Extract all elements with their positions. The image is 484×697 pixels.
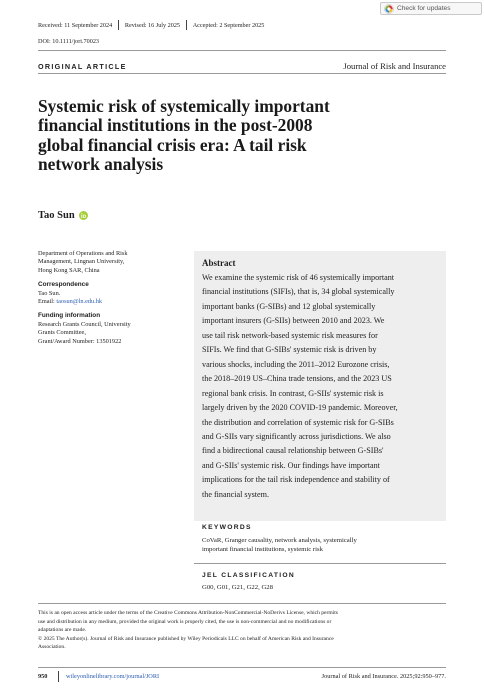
affiliation-line: Management, Lingnan University, [38, 258, 125, 266]
citation: Journal of Risk and Insurance. 2025;92:950–977. [321, 673, 446, 680]
title-line: network analysis [38, 153, 164, 174]
abstract-line: largely driven by the 2020 COVID-19 pandemic. Moreover, [202, 403, 398, 413]
email-link[interactable]: taosun@ln.edu.hk [56, 298, 103, 306]
abstract-line: regional bank crisis. In contrast, G-SIIs' systemic risk is [202, 388, 384, 398]
affiliation-line: Department of Operations and Risk [38, 250, 128, 257]
date-divider [118, 20, 119, 30]
funding-line: Grant/Award Number: 13501922 [38, 337, 122, 345]
orcid-icon[interactable] [79, 211, 88, 220]
accepted-date: Accepted: 2 September 2025 [192, 21, 265, 29]
correspondence [38, 281, 188, 306]
affiliation-line: Hong Kong SAR, China [38, 266, 100, 274]
abstract-line: and G-SIIs vary significantly across jurisdictions. We also [202, 431, 391, 441]
doi[interactable]: DOI: 10.1111/jori.70023 [38, 38, 100, 45]
header-rule [38, 50, 446, 51]
author-info-column [38, 250, 188, 352]
crossmark-icon [384, 4, 394, 14]
abstract-line: the distribution and correlation of systemic risk for G-SIBs [202, 417, 394, 427]
funding-information [38, 312, 188, 346]
abstract-line: the 2018–2019 US–China trade tensions, and the 2023 US [202, 374, 392, 384]
author-name[interactable]: Tao Sun [38, 210, 75, 221]
date-divider [186, 20, 187, 30]
check-for-updates-badge[interactable] [380, 2, 482, 15]
correspondence-name: Tao Sun. [38, 289, 61, 297]
revised-date: Revised: 16 July 2025 [124, 21, 181, 29]
author [38, 210, 88, 221]
funding-line: Grants Committee, [38, 329, 86, 337]
license-rule [38, 603, 446, 604]
abstract-line: use tail risk network-based systemic risk measures for [202, 330, 378, 340]
funding-heading: Funding information [38, 312, 101, 320]
keywords-line: CoVaR, Granger causality, network analysis, systemically [202, 537, 357, 544]
email-label: Email: [38, 298, 57, 306]
title-line: financial institutions in the post-2008 [38, 115, 313, 136]
received-date: Received: 11 September 2024 [38, 21, 113, 29]
license-line: adaptations are made. [38, 627, 87, 634]
footer-divider [58, 671, 59, 682]
article-title [38, 97, 458, 174]
keywords-rule [194, 563, 446, 564]
abstract-line: SIFIs. We find that G-SIBs' systemic risk is driven by [202, 345, 377, 355]
article-type: ORIGINAL ARTICLE [38, 62, 127, 71]
correspondence-email-line [38, 298, 188, 306]
title-line: Systemic risk of systemically important [38, 96, 330, 116]
abstract-text [202, 271, 438, 502]
keywords-line: important financial institutions, systemic risk [202, 546, 323, 554]
correspondence-heading: Correspondence [38, 281, 89, 289]
abstract-line: various shocks, including the 2011–2012 Eurozone crisis, [202, 359, 390, 369]
keywords-text [202, 536, 357, 555]
license-line: This is an open access article under the terms of the Creative Commons Attribution-NonCommercial-NoDerivs License, which permits [38, 610, 338, 616]
affiliation [38, 250, 188, 275]
section-rule [38, 73, 446, 74]
abstract-line: important insurers (G-SIIs) between 2010 and 2023. We [202, 316, 385, 326]
abstract-line: important banks (G-SIBs) and 12 global systemically [202, 301, 376, 311]
journal-name: Journal of Risk and Insurance [343, 61, 446, 71]
jel-heading: JEL CLASSIFICATION [202, 572, 296, 579]
article-dates [38, 20, 264, 30]
abstract-heading: Abstract [202, 258, 236, 268]
abstract-line: We examine the systemic risk of 46 systemically important [202, 273, 395, 282]
license-line: use and distribution in any medium, provided the original work is properly cited, the use is non-commercial and no modifications or [38, 618, 332, 625]
abstract-line: financial institutions (SIFIs), that is, 34 global systemically [202, 287, 395, 297]
license-line: © 2025 The Author(s). Journal of Risk and Insurance published by Wiley Periodicals LLC on behalf of American Risk and Insurance [38, 635, 334, 642]
license-line: Association. [38, 644, 66, 651]
footer-rule [38, 667, 446, 668]
jel-codes: G00, G01, G21, G22, G28 [202, 584, 273, 591]
abstract-line: implications for the tail risk independence and stability of [202, 475, 390, 485]
page-number: 950 [38, 673, 48, 680]
abstract-line: the financial system. [202, 489, 270, 499]
title-line: global financial crisis era: A tail risk [38, 134, 307, 155]
check-for-updates-label: Check for updates [397, 5, 451, 12]
abstract-line: find a bidirectional causal relationship between G-SIBs' [202, 446, 384, 456]
journal-url-link[interactable]: wileyonlinelibrary.com/journal/JORI [66, 673, 160, 680]
keywords-heading: KEYWORDS [202, 524, 252, 531]
funding-line: Research Grants Council, University [38, 320, 131, 328]
abstract-line: and G-SIIs' systemic risk. Our findings have important [202, 460, 380, 470]
license-text [38, 609, 448, 652]
